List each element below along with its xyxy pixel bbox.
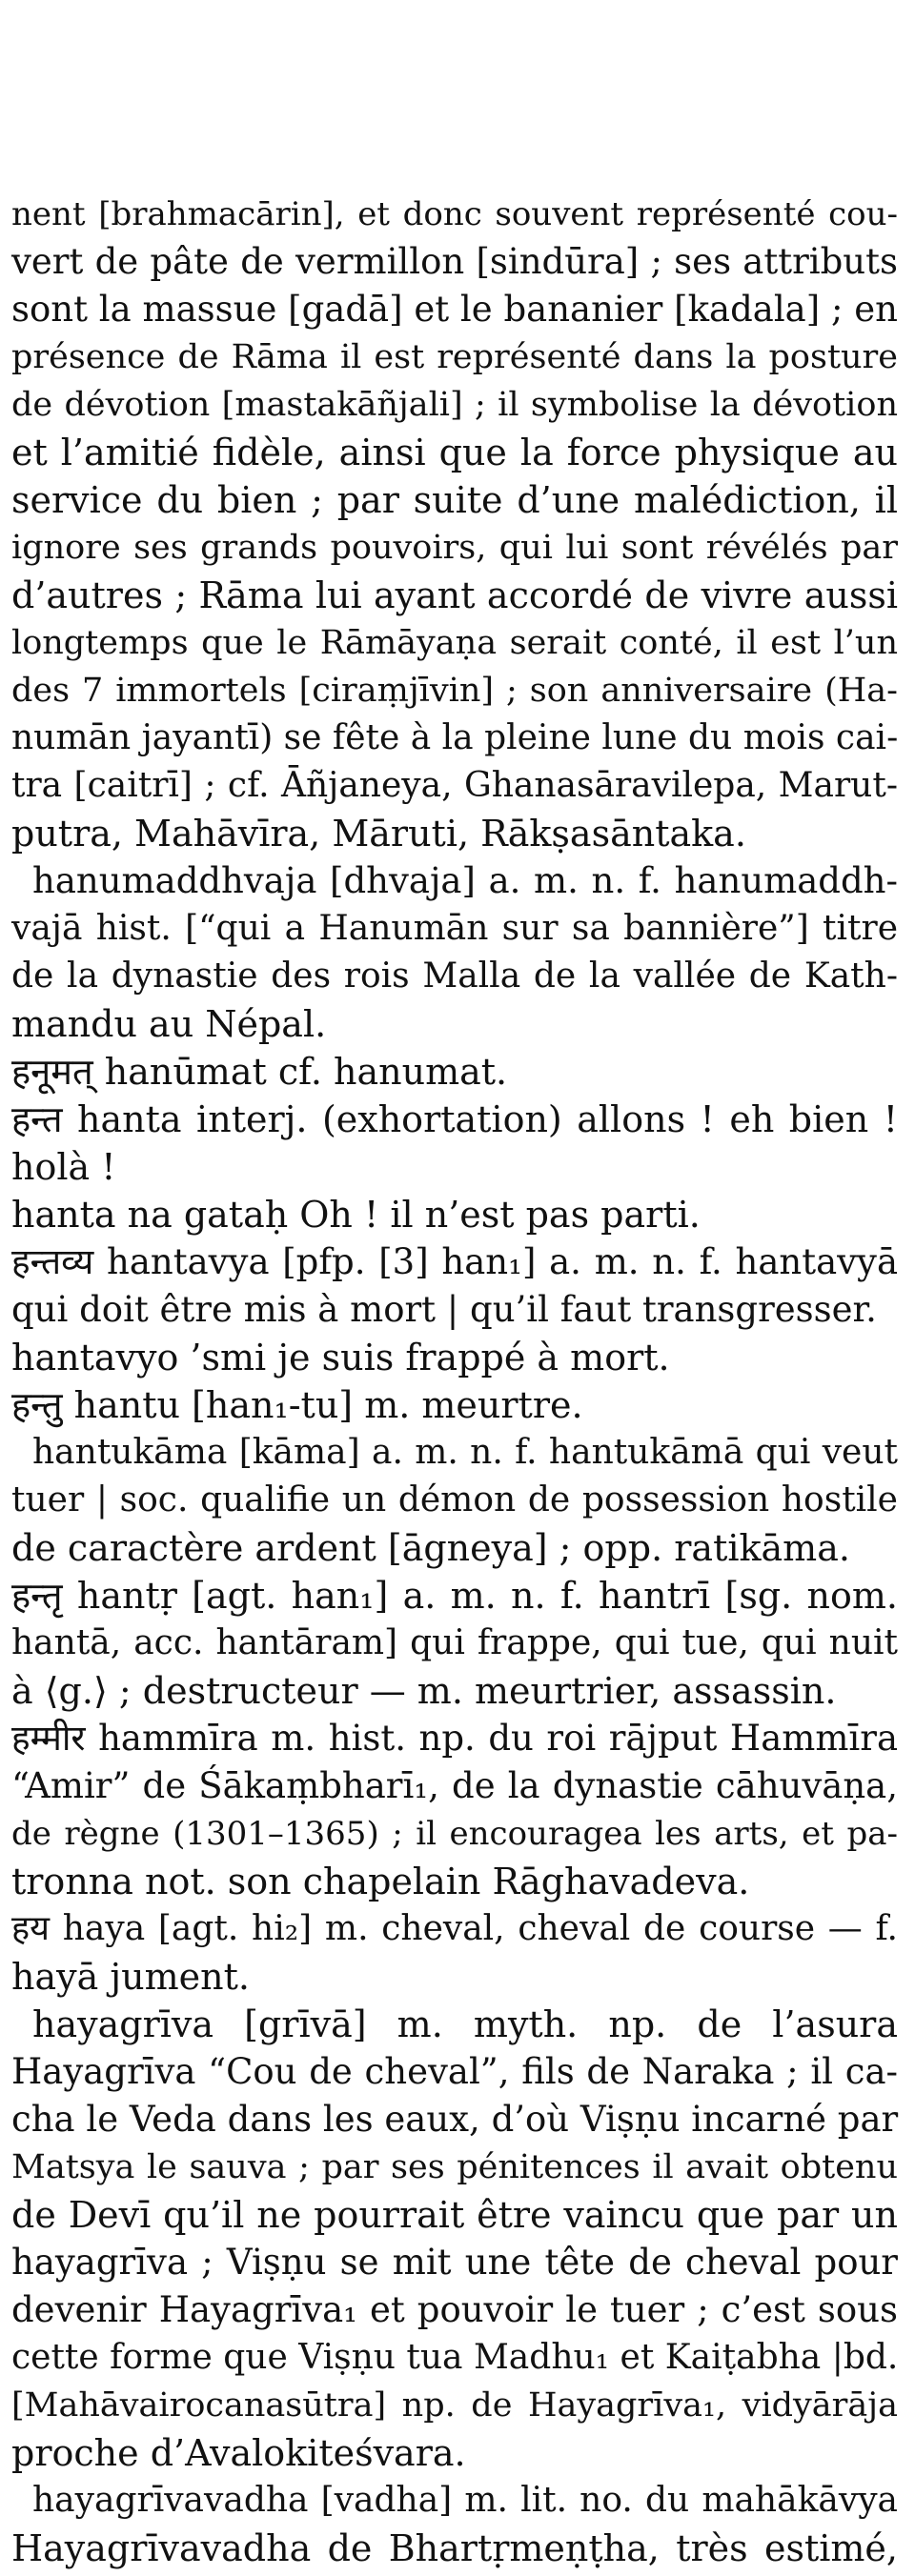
entry-headword-line: hantukāma [kāma] a. m. n. f. hantukāmā qui veut [32, 1433, 898, 1472]
entry-headword-line: हय haya [agt. hi₂] m. cheval, cheval de course — f. [11, 1909, 898, 1948]
text-line: hayā jument. [11, 1956, 250, 1998]
text-line: qui doit être mis à mort | qu’il faut transgresser. [11, 1289, 877, 1330]
text-line: de dévotion [mastakāñjali] ; il symbolise la dévotion [11, 386, 898, 424]
entry-headword-line: hanumaddhvaja [dhvaja] a. m. n. f. hanumaddh- [32, 860, 898, 901]
example-line: hantavyo ’smi je suis frappé à mort. [11, 1337, 670, 1379]
entry-headword-line: हन्तु hantu [han₁-tu] m. meurtre. [11, 1384, 583, 1426]
text-line: présence de Rāma il est représenté dans la posture [11, 338, 898, 376]
text-line: holà ! [11, 1146, 116, 1188]
text-line: et l’amitié fidèle, ainsi que la force physique au [11, 432, 898, 473]
text-line: ignore ses grands pouvoirs, qui lui sont révélés par [11, 529, 898, 567]
text-line: vajā hist. [“qui a Hanumān sur sa bannière”] titre [11, 909, 898, 948]
text-line: hantā, acc. hantāram] qui frappe, qui tue, qui nuit [11, 1623, 898, 1662]
text-line: tuer | soc. qualifie un démon de possession hostile [11, 1480, 898, 1519]
text-line: numān jayantī) se fête à la pleine lune du mois cai- [11, 718, 899, 757]
example-line: hanta na gataḥ Oh ! il n’est pas parti. [11, 1194, 701, 1236]
text-line: cette forme que Viṣṇu tua Madhu₁ et Kaiṭabha |bd. [11, 2338, 899, 2377]
text-line: d’autres ; Rāma lui ayant accordé de vivre aussi [11, 574, 898, 616]
text-line: proche d’Avalokiteśvara. [11, 2432, 466, 2474]
text-line: tra [caitrī] ; cf. Āñjaneya, Ghanasāravilepa, Marut- [11, 766, 898, 805]
text-line: devenir Hayagrīva₁ et pouvoir le tuer ; c’est sous [11, 2289, 898, 2330]
text-line: Matsya le sauva ; par ses pénitences il avait obtenu [11, 2148, 898, 2186]
text-line: vert de pâte de vermillon [sindūra] ; ses attributs [11, 241, 898, 282]
entry-headword-line: हन्तव्य hantavya [pfp. [3] han₁] a. m. n. f. hantavyā [11, 1241, 898, 1282]
entry-headword-line: हम्मीर hammīra m. hist. np. du roi rājput Hammīra [11, 1718, 898, 1759]
text-line: cha le Veda dans les eaux, d’où Viṣṇu incarné par [11, 2099, 899, 2140]
text-line: de règne (1301–1365) ; il encouragea les arts, et pa- [11, 1815, 898, 1853]
text-line: service du bien ; par suite d’une malédiction, il [11, 479, 898, 521]
text-line: de la dynastie des rois Malla de la vallée de Kath- [11, 956, 898, 996]
text-line: putra, Mahāvīra, Māruti, Rākṣasāntaka. [11, 813, 746, 855]
entry-headword-line: हन्तृ hantṛ [agt. han₁] a. m. n. f. hantrī [sg. nom. [11, 1575, 898, 1617]
text-line: [Mahāvairocanasūtra] np. de Hayagrīva₁, vidyārāja [11, 2386, 898, 2425]
text-line: des 7 immortels [ciraṃjīvin] ; son anniversaire (Ha- [11, 672, 898, 710]
text-line: mandu au Népal. [11, 1003, 327, 1045]
entry-headword-line: हन्त hanta interj. (exhortation) allons ! eh bien ! [11, 1098, 898, 1140]
entry-headword-line: hayagrīvavadha [vadha] m. lit. no. du mahākāvya [32, 2481, 898, 2520]
text-line: Hayagrīva “Cou de cheval”, fils de Naraka ; il ca- [11, 2051, 898, 2092]
text-line: longtemps que le Rāmāyaṇa serait conté, il est l’un [11, 624, 898, 662]
text-line: à ⟨g.⟩ ; destructeur — m. meurtrier, assassin. [11, 1670, 837, 1712]
text-line: Hayagrīvavadha de Bhartṛmeṇṭha, très estimé, [11, 2527, 898, 2569]
text-line: “Amir” de Śākaṃbharī₁, de la dynastie cāhuvāṇa, [11, 1765, 898, 1806]
text-line: tronna not. son chapelain Rāghavadeva. [11, 1861, 750, 1902]
entry-headword-line: हनूमत् hanūmat cf. hanumat. [11, 1051, 508, 1093]
entry-headword-line: hayagrīva [grīvā] m. myth. np. de l’asura [32, 2003, 898, 2045]
dictionary-page [11, 191, 898, 2572]
text-line: hayagrīva ; Viṣṇu se mit une tête de cheval pour [11, 2242, 898, 2283]
text-line: de Devī qu’il ne pourrait être vaincu que par un [11, 2194, 898, 2236]
text-line: sont la massue [gadā] et le bananier [kadala] ; en [11, 289, 898, 330]
text-line: de caractère ardent [āgneya] ; opp. ratikāma. [11, 1527, 850, 1569]
text-line: nent [brahmacārin], et donc souvent représenté cou- [11, 195, 898, 233]
